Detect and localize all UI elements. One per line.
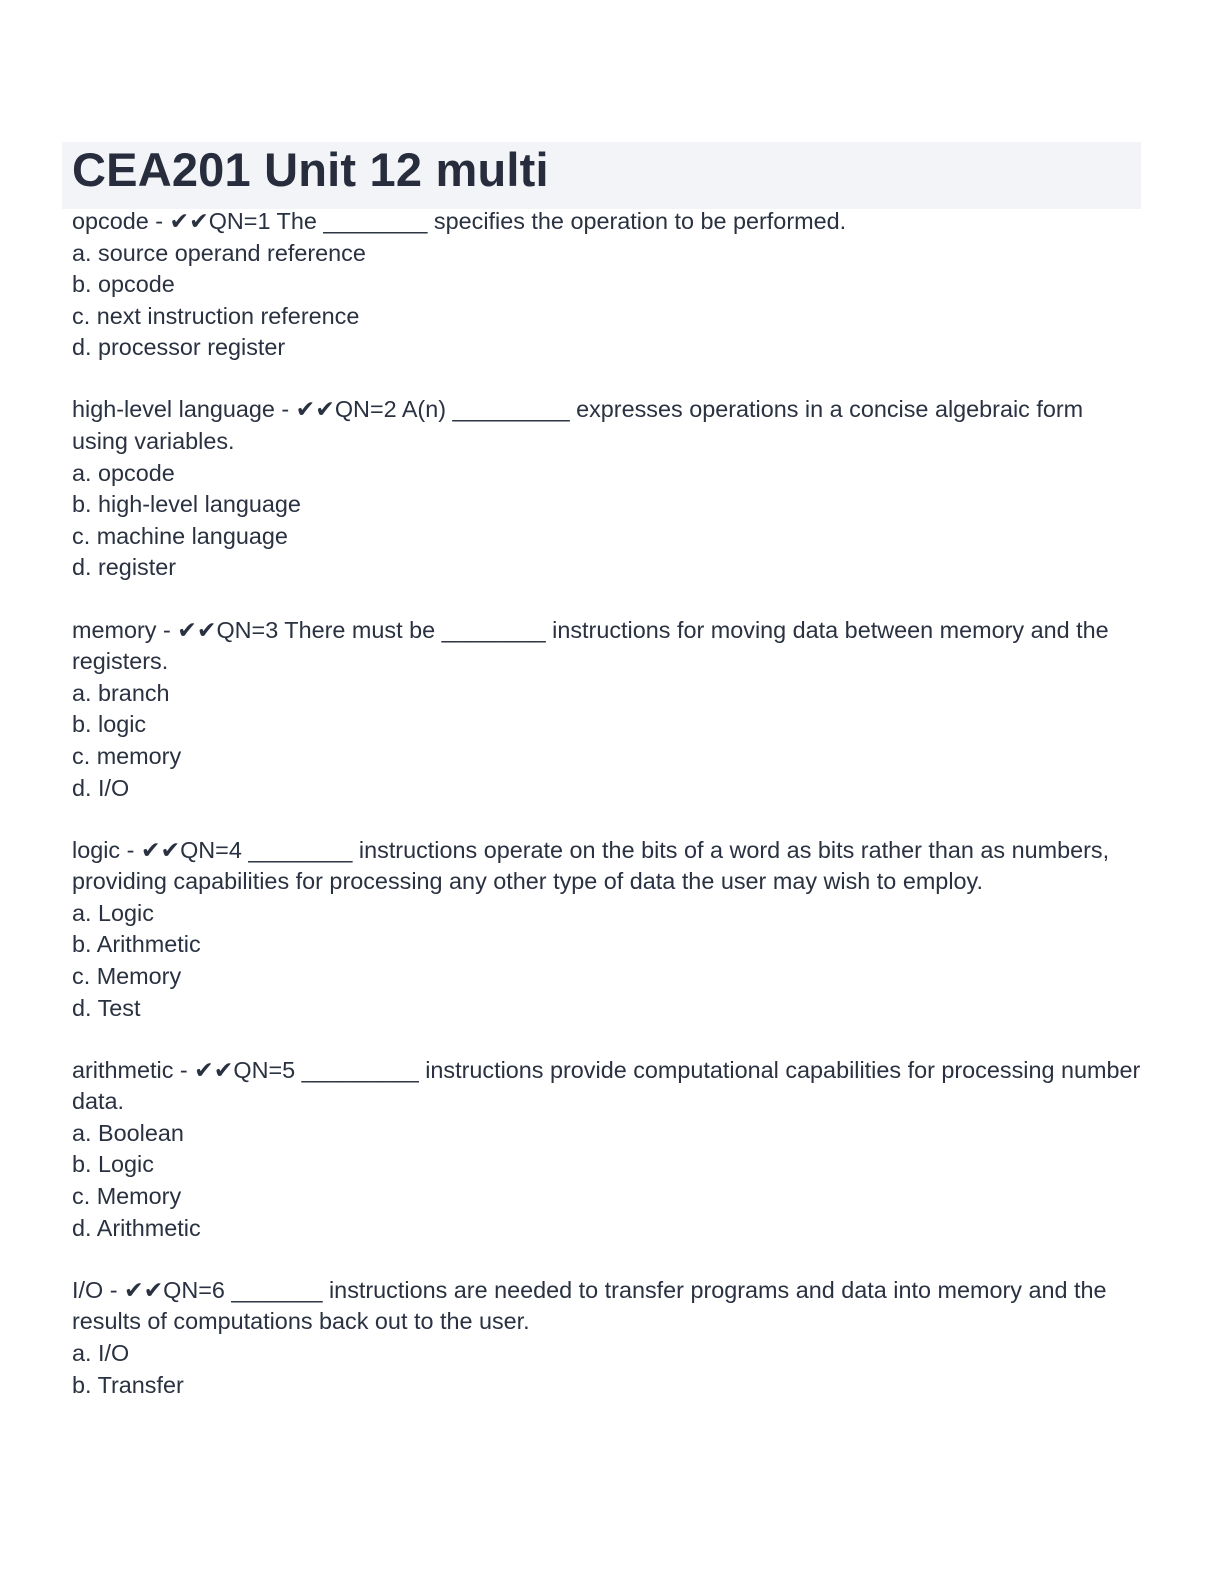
answer-option: a. Boolean (72, 1119, 184, 1146)
answer-option: d. I/O (72, 774, 130, 801)
answer-option: b. Arithmetic (72, 931, 201, 958)
answer-option: c. machine language (72, 522, 288, 549)
question-5 (72, 1055, 1144, 1245)
answer-option: b. opcode (72, 271, 175, 298)
question-text: memory - ✔✔QN=3 There must be ________ instructions for moving data between memory and the registers. (72, 616, 1109, 675)
answer-option: a. opcode (72, 459, 175, 486)
answer-option: d. Arithmetic (72, 1214, 201, 1241)
answer-option: a. Logic (72, 899, 154, 926)
question-6 (72, 1275, 1144, 1401)
answer-option: b. high-level language (72, 491, 301, 518)
answer-option: c. Memory (72, 962, 182, 989)
answer-option: b. Logic (72, 1151, 154, 1178)
question-text: arithmetic - ✔✔QN=5 _________ instructions provide computational capabilities for processing number data. (72, 1056, 1141, 1115)
question-2 (72, 394, 1144, 584)
question-3 (72, 615, 1144, 805)
answer-option: c. next instruction reference (72, 302, 360, 329)
answer-option: a. branch (72, 679, 170, 706)
question-text: I/O - ✔✔QN=6 _______ instructions are needed to transfer programs and data into memory and the results of computations back out to the user. (72, 1276, 1107, 1335)
question-4 (72, 835, 1144, 1025)
answer-option: d. Test (72, 994, 141, 1021)
question-text: high-level language - ✔✔QN=2 A(n) _________ expresses operations in a concise algebraic form using variables. (72, 396, 1084, 455)
question-text: logic - ✔✔QN=4 ________ instructions operate on the bits of a word as bits rather than as numbers, providing capabilities for processing any other type of data the user may wish to employ. (72, 836, 1110, 895)
answer-option: b. Transfer (72, 1371, 184, 1398)
question-1 (72, 206, 1144, 364)
answer-option: d. processor register (72, 334, 286, 361)
document-title: CEA201 Unit 12 multi (72, 143, 549, 196)
question-list (72, 206, 1144, 1432)
answer-option: a. I/O (72, 1339, 130, 1366)
answer-option: c. Memory (72, 1183, 182, 1210)
answer-option: c. memory (72, 742, 182, 769)
answer-option: b. logic (72, 711, 147, 738)
answer-option: a. source operand reference (72, 239, 366, 266)
answer-option: d. register (72, 554, 177, 581)
question-text: opcode - ✔✔QN=1 The ________ specifies the operation to be performed. (72, 208, 847, 234)
